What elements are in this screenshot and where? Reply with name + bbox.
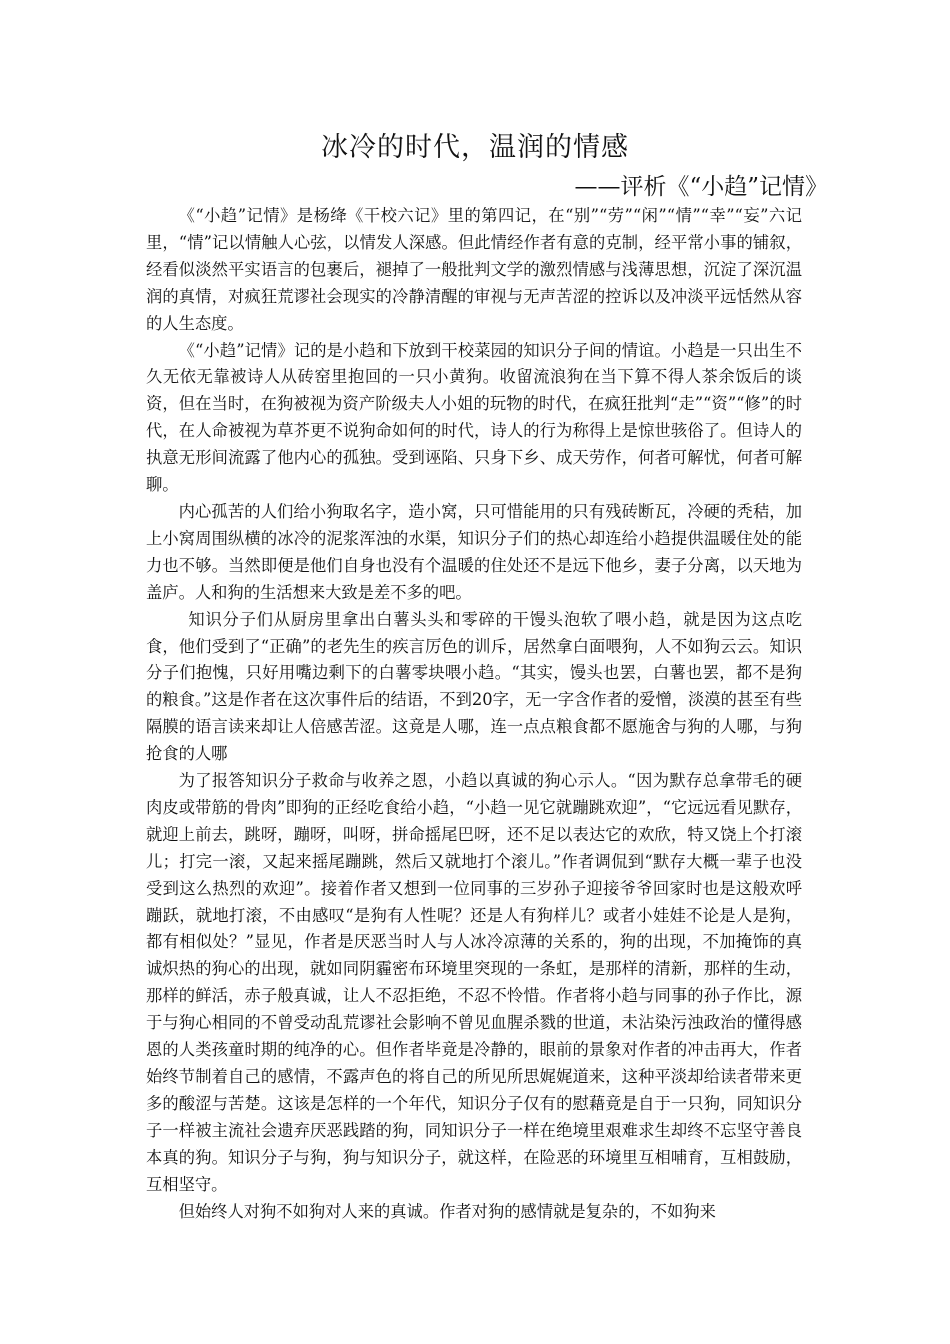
paragraph-2: 《“小趋”记情》记的是小趋和下放到干校菜园的知识分子间的情谊。小趋是一只出生不久无依无靠被诗人从砖窑里抱回的一只小黄狗。收留流浪狗在当下算不得人茶余饭后的谈资，但在当时，在狗被视为资产阶级夫人小姐的玩物的时代，在疯狂批判“走”“资”“修”的时代，在人命被视为草芥更不说狗命如何的时代，诗人的行为称得上是惊世骇俗了。但诗人的执意无形间流露了他内心的孤独。受到诬陷、只身下乡、成天劳作，何者可解忧，何者可解聊。 — [146, 340, 802, 495]
paragraph-4: 知识分子们从厨房里拿出白薯头头和零碎的干馒头泡软了喂小趋，就是因为这点吃食，他们受到了“正确”的老先生的疾言厉色的训斥，居然拿白面喂狗，人不如狗云云。知识分子们抱愧，只好用嘴边剩下的白薯零块喂小趋。“其实，馒头也罢，白薯也罢，都不是狗的粮食。”这是作者在这次事件后的结语，不到20字，无一字含作者的爱憎，淡漠的甚至有些隔膜的语言读来却让人倍感苦涩。这竟是人哪，连一点点粮食都不愿施舍与狗的人哪，与狗抢食的人哪 — [146, 609, 802, 764]
document-title: 冰冷的时代，温润的情感 — [321, 132, 629, 163]
document-body — [146, 203, 802, 1225]
paragraph-3: 内心孤苦的人们给小狗取名字，造小窝，只可惜能用的只有残砖断瓦，冷硬的秃秸，加上小窝周围纵横的冰冷的泥浆浑浊的水渠，知识分子们的热心却连给小趋提供温暖住处的能力也不够。当然即便是他们自身也没有个温暖的住处还不是远下他乡，妻子分离，以天地为盖庐。人和狗的生活想来大致是差不多的吧。 — [146, 501, 802, 602]
document-subtitle: ——评析《“小趋”记情》 — [574, 174, 828, 200]
paragraph-6: 但始终人对狗不如狗对人来的真诚。作者对狗的感情就是复杂的，不如狗来 — [178, 1201, 716, 1221]
paragraph-1: 《“小趋”记情》是杨绛《干校六记》里的第四记，在“别”“劳”“闲”“情”“幸”“妄”六记里，“情”记以情触人心弦，以情发人深感。但此情经作者有意的克制，经平常小事的铺叙，经看似淡然平实语言的包裹后，褪掉了一般批判文学的激烈情感与浅薄思想，沉淀了深沉温润的真情，对疯狂荒谬社会现实的冷静清醒的审视与无声苦涩的控诉以及冲淡平远恬然从容的人生态度。 — [146, 206, 802, 333]
paragraph-5: 为了报答知识分子救命与收养之恩，小趋以真诚的狗心示人。“因为默存总拿带毛的硬肉皮或带筋的骨肉”即狗的正经吃食给小趋，“小趋一见它就蹦跳欢迎”，“它远远看见默存，就迎上前去，跳呀，蹦呀，叫呀，拼命摇尾巴呀，还不足以表达它的欢欣，特又饶上个打滚儿；打完一滚，又起来摇尾蹦跳，然后又就地打个滚儿。”作者调侃到“默存大概一辈子也没受到这么热烈的欢迎”。接着作者又想到一位同事的三岁孙子迎接爷爷回家时也是这般欢呼蹦跃，就地打滚，不由感叹“是狗有人性呢？还是人有狗样儿？或者小娃娃不论是人是狗，都有相似处？”显见，作者是厌恶当时人与人冰冷凉薄的关系的，狗的出现，不加掩饰的真诚炽热的狗心的出现，就如同阴霾密布环境里突现的一条虹，是那样的清新，那样的生动，那样的鲜活，赤子般真诚，让人不忍拒绝，不忍不怜惜。作者将小趋与同事的孙子作比，源于与狗心相同的不曾受动乱荒谬社会影响不曾见血腥杀戮的世道，未沾染污浊政治的懂得感恩的人类孩童时期的纯净的心。但作者毕竟是冷静的，眼前的景象对作者的冲击再大，作者始终节制着自己的感情，不露声色的将自己的所见所思娓娓道来，这种平淡却给读者带来更多的酸涩与苦楚。这该是怎样的一个年代，知识分子仅有的慰藉竟是自于一只狗，同知识分子一样被主流社会遗弃厌恶践踏的狗，同知识分子一样在绝境里艰难求生却终不忘坚守善良本真的狗。知识分子与狗，狗与知识分子，就这样，在险恶的环境里互相哺育，互相鼓励，互相坚守。 — [146, 771, 802, 1194]
